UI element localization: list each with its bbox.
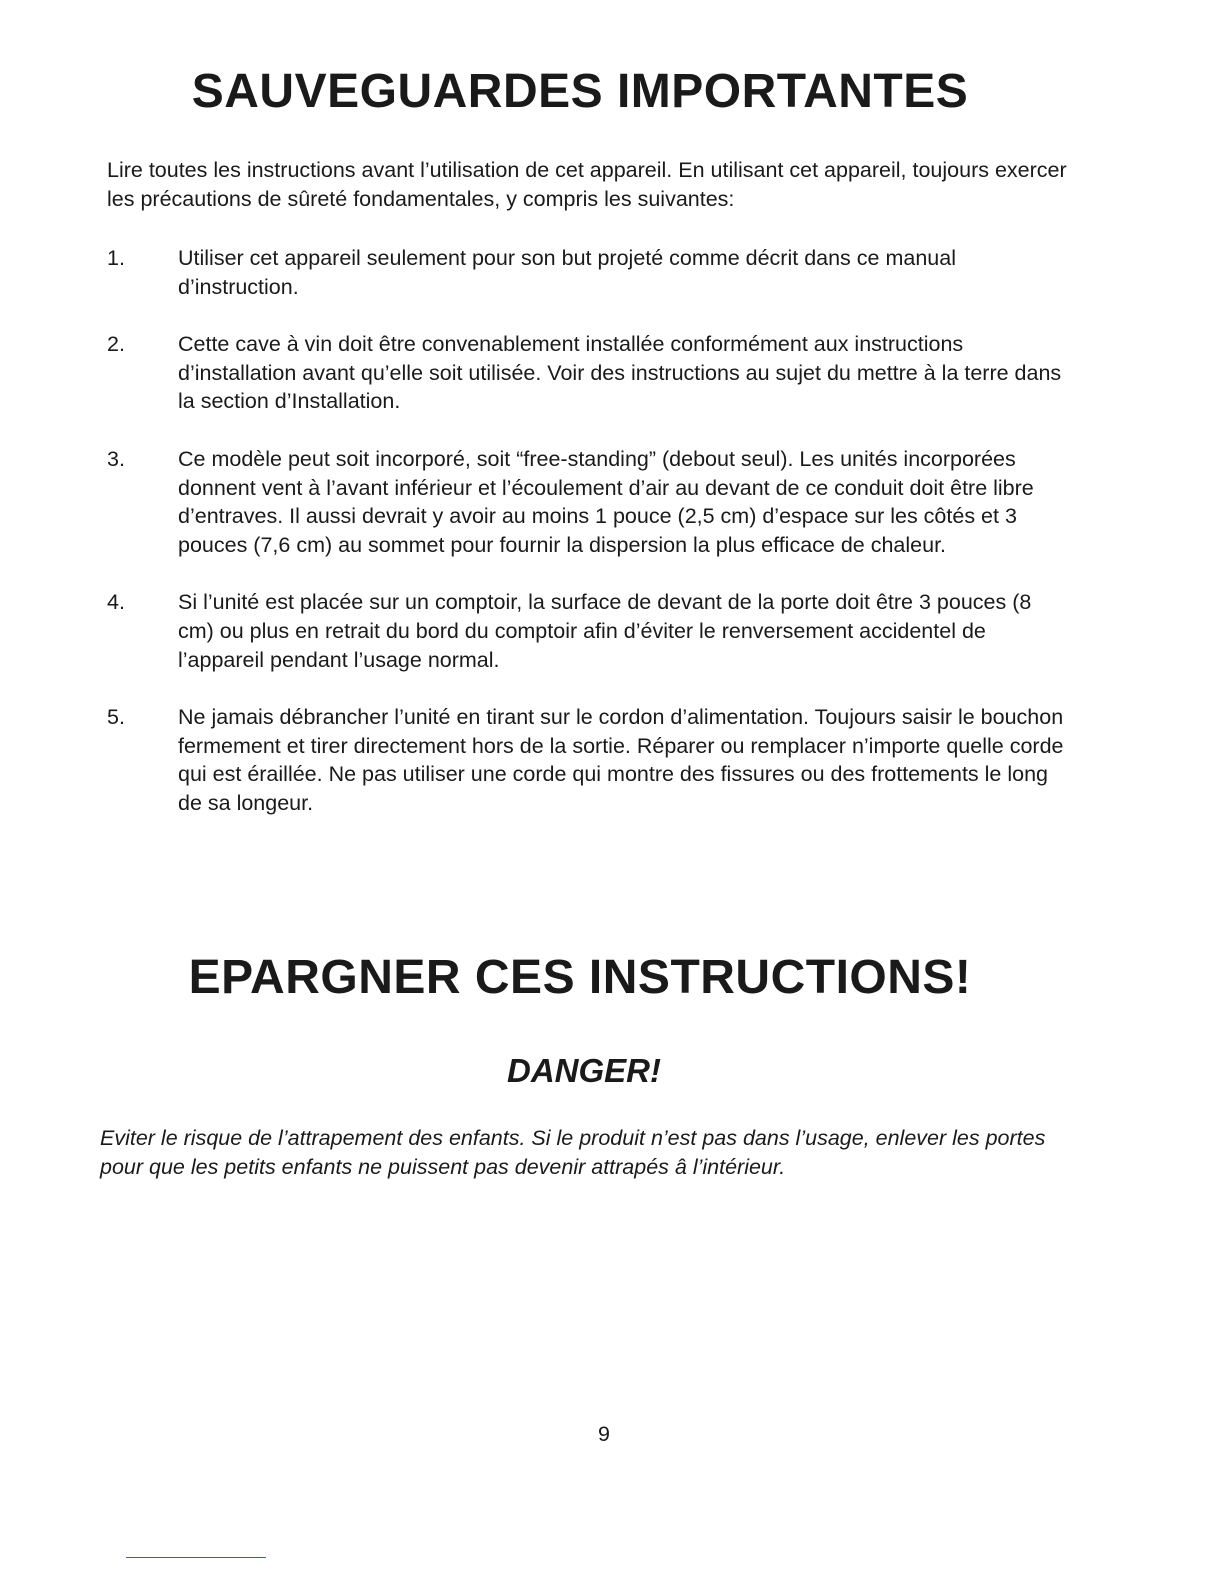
list-item-number: 1. [107, 246, 125, 270]
safety-instructions-list [107, 244, 1067, 847]
page-title: SAUVEGUARDES IMPORTANTES [191, 65, 969, 118]
list-item-text: Utiliser cet appareil seulement pour son but projeté comme décrit dans ce manual d’instruction. [178, 246, 956, 299]
list-item [107, 445, 1067, 559]
list-item [107, 703, 1067, 817]
save-instructions-title: EPARGNER CES INSTRUCTIONS! [188, 951, 972, 1004]
danger-warning-text: Eviter le risque de l’attrapement des enfants. Si le produit n’est pas dans l’usage, enlever les portes pour que les petits enfants ne puissent pas devenir attrapés â l’intérieur. [100, 1126, 1046, 1179]
list-item-number: 2. [107, 332, 125, 357]
list-item-number: 3. [107, 446, 125, 471]
page-number: 9 [598, 1422, 610, 1446]
footer-divider [126, 1557, 266, 1558]
list-item-text: Si l’unité est placée sur un comptoir, la surface de devant de la porte doit être 3 pouces (8 cm) ou plus en retrait du bord du comptoir afin d’éviter le renversement accidentel de l’appareil pendant l’usage normal. [178, 590, 1032, 672]
danger-heading: DANGER! [507, 1052, 661, 1089]
list-item-text: Ce modèle peut soit incorporé, soit “free-standing” (debout seul). Les unités incorporées donnent vent à l’avant inférieur et l’écoulement d’air au devant de ce conduit doit être libre d’entraves. Il aussi devrait y avoir au moins 1 pouce (2,5 cm) d’espace sur les côtés et 3 pouces (7,6 cm) au sommet pour fournir la dispersion la plus efficace de chaleur. [178, 446, 1034, 557]
list-item-number: 5. [107, 705, 125, 730]
list-item-text: Cette cave à vin doit être convenablement installée conformément aux instructions d’installation avant qu’elle soit utilisée. Voir des instructions au sujet du mettre à la terre dans la section d’Installation. [178, 332, 1062, 414]
list-item-number: 4. [107, 590, 125, 615]
list-item [107, 330, 1067, 416]
list-item [107, 244, 1067, 301]
list-item [107, 588, 1067, 674]
list-item-text: Ne jamais débrancher l’unité en tirant sur le cordon d’alimentation. Toujours saisir le bouchon fermement et tirer directement hors de la sortie. Réparer ou remplacer n’importe quelle corde qui est éraillée. Ne pas utiliser une corde qui montre des fissures ou des frottements le long de sa longeur. [178, 705, 1064, 815]
intro-paragraph: Lire toutes les instructions avant l’utilisation de cet appareil. En utilisant cet appareil, toujours exercer les précautions de sûreté fondamentales, y compris les suivantes: [107, 158, 1067, 211]
